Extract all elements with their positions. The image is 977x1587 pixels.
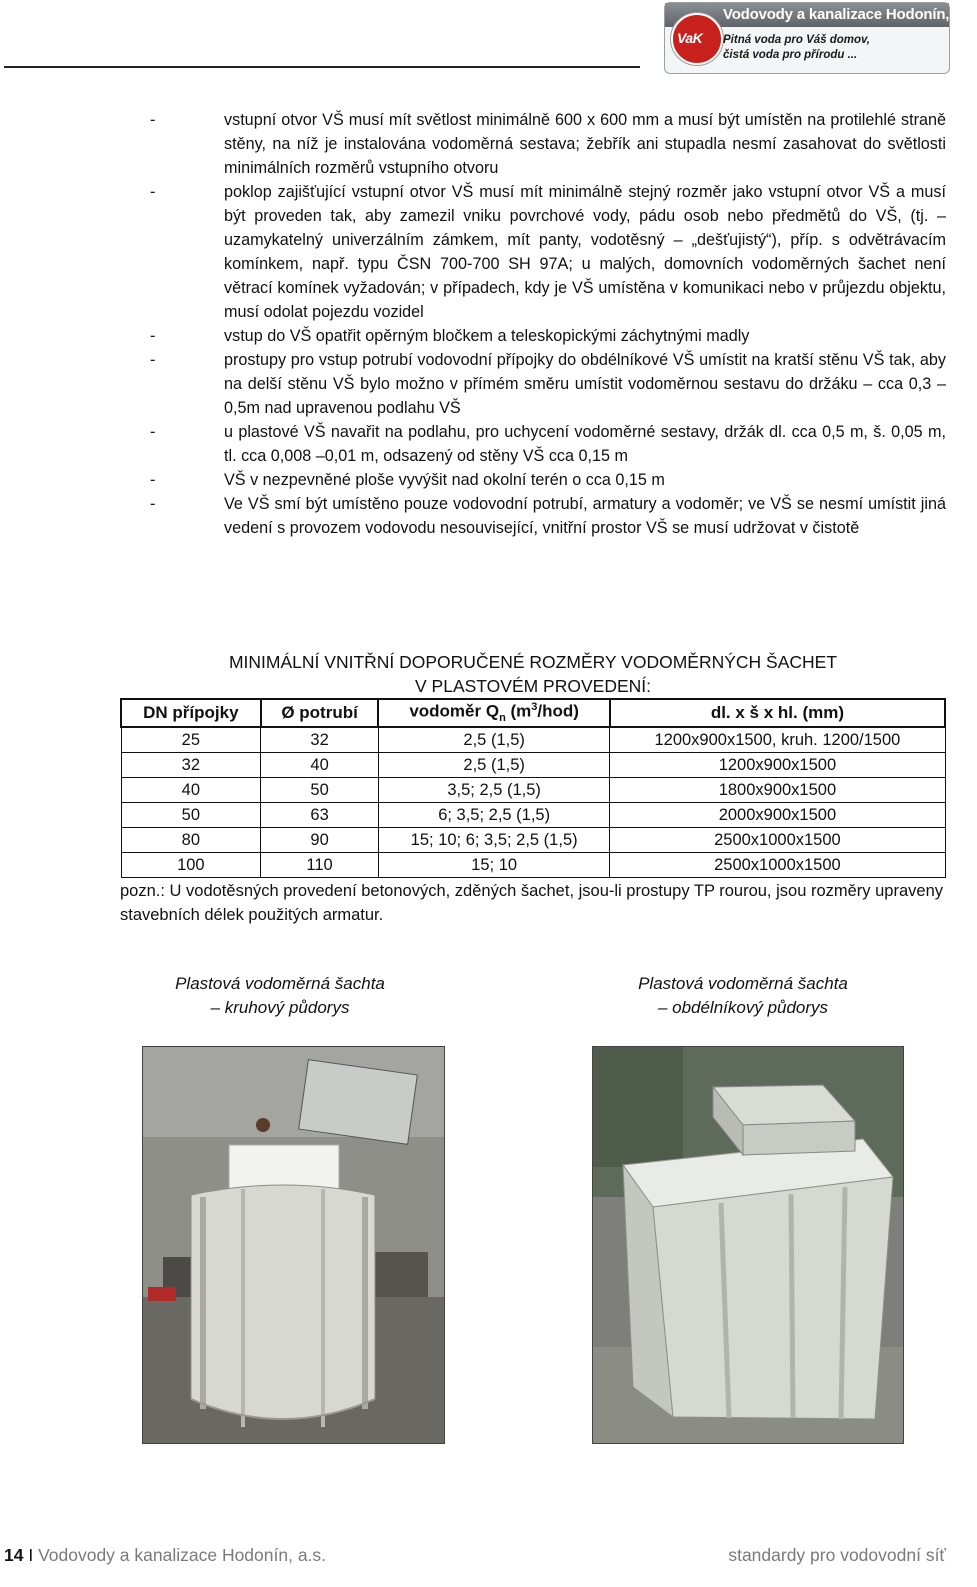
table-row bbox=[121, 803, 945, 828]
logo-mark: VaK bbox=[677, 30, 703, 46]
header-meter-sub: n bbox=[499, 712, 506, 725]
cell-meter: 3,5; 2,5 (1,5) bbox=[378, 778, 609, 803]
cell-dn: 100 bbox=[121, 853, 261, 878]
slogan-line-2: čistá voda pro přírodu ... bbox=[723, 49, 858, 61]
header-rule bbox=[4, 66, 640, 68]
cell-dimensions: 1200x900x1500 bbox=[610, 753, 945, 778]
section-title bbox=[120, 650, 946, 698]
header-meter bbox=[378, 699, 609, 727]
cell-meter: 2,5 (1,5) bbox=[378, 727, 609, 753]
caption-rect-line-2: – obdélníkový půdorys bbox=[657, 998, 829, 1017]
table-header-row bbox=[121, 699, 945, 727]
company-logo bbox=[664, 2, 977, 74]
requirement-item bbox=[150, 348, 946, 420]
caption-round-shaft bbox=[130, 972, 430, 1020]
cell-dimensions: 2500x1000x1500 bbox=[610, 853, 945, 878]
bullet-dash: - bbox=[150, 423, 156, 441]
rect-shaft-illustration bbox=[593, 1047, 903, 1443]
bullet-dash: - bbox=[150, 351, 156, 369]
table-row bbox=[121, 753, 945, 778]
page-number: 14 bbox=[4, 1545, 24, 1565]
caption-rect-line-1: Plastová vodoměrná šachta bbox=[638, 974, 848, 993]
cell-dn: 50 bbox=[121, 803, 261, 828]
table-row bbox=[121, 828, 945, 853]
logo-emblem-icon bbox=[671, 13, 723, 65]
cell-dn: 80 bbox=[121, 828, 261, 853]
cell-pipe: 90 bbox=[261, 828, 379, 853]
cell-pipe: 40 bbox=[261, 753, 379, 778]
bullet-dash: - bbox=[150, 183, 156, 201]
header-dn: DN přípojky bbox=[121, 699, 261, 727]
requirement-text: vstup do VŠ opatřit opěrným bločkem a teleskopickými záchytnými madly bbox=[224, 327, 750, 345]
requirement-item bbox=[150, 108, 946, 180]
table-note: pozn.: U vodotěsných provedení betonových, zděných šachet, jsou-li prostupy TP rourou, jsou rozměry upraveny stavebních délek použitých armatur. bbox=[120, 882, 944, 924]
requirement-text: Ve VŠ smí být umístěno pouze vodovodní potrubí, armatury a vodoměr; ve VŠ se nesmí umístit jiná vedení s provozem vodovodu nesouvisející, vnitřní prostor VŠ se musí udržovat v čistotě bbox=[224, 495, 946, 537]
header-meter-sup: 3 bbox=[531, 701, 538, 714]
requirements-list bbox=[150, 108, 946, 540]
cell-pipe: 110 bbox=[261, 853, 379, 878]
section-title-line-2: V PLASTOVÉM PROVEDENÍ: bbox=[415, 676, 651, 696]
table-row bbox=[121, 727, 945, 753]
requirement-text: vstupní otvor VŠ musí mít světlost minimálně 600 x 600 mm a musí být umístěn na protilehlé straně stěny, na níž je instalována vodoměrná sestava; žebřík ani stupadla nesmí zasahovat do světlosti minimálních rozměrů vstupního otvoru bbox=[224, 111, 946, 177]
bullet-dash: - bbox=[150, 111, 156, 129]
bullet-dash: - bbox=[150, 495, 156, 513]
cell-meter: 15; 10 bbox=[378, 853, 609, 878]
cell-dimensions: 2000x900x1500 bbox=[610, 803, 945, 828]
section-title-line-1: MINIMÁLNÍ VNITŘNÍ DOPORUČENÉ ROZMĚRY VODOMĚRNÝCH ŠACHET bbox=[228, 652, 838, 672]
photo-rectangular-shaft bbox=[592, 1046, 904, 1444]
company-name: Vodovody a kanalizace Hodonín, a.s. bbox=[723, 6, 977, 23]
slogan-line-1: Pitná voda pro Váš domov, bbox=[723, 34, 870, 46]
cell-dn: 25 bbox=[121, 727, 261, 753]
photo-round-shaft bbox=[142, 1046, 445, 1444]
cell-dimensions: 1800x900x1500 bbox=[610, 778, 945, 803]
bullet-dash: - bbox=[150, 471, 156, 489]
cell-meter: 15; 10; 6; 3,5; 2,5 (1,5) bbox=[378, 828, 609, 853]
header-pipe-diameter: Ø potrubí bbox=[261, 699, 379, 727]
cell-meter: 6; 3,5; 2,5 (1,5) bbox=[378, 803, 609, 828]
requirement-text: poklop zajišťující vstupní otvor VŠ musí mít minimálně stejný rozměr jako vstupní otvor VŠ a musí být proveden tak, aby zamezil vniku povrchové vody, pádu osob nebo předmětů do VŠ, (tj. – uzamykatelný univerzálním zámkem, mít panty, vodotěsný – „dešťujistý“), příp. s odvětrávacím komínkem, např. typu ČSN 700-700 SH 97A; u malých, domovních vodoměrných šachet není větrací komínek vyžadován; v případech, kdy je VŠ umístěna v komunikaci nebo v průjezdu objektu, musí odolat pojezdu vozidel bbox=[224, 183, 946, 321]
cell-dn: 40 bbox=[121, 778, 261, 803]
requirement-item bbox=[150, 420, 946, 468]
requirement-item bbox=[150, 492, 946, 540]
requirement-item bbox=[150, 324, 946, 348]
requirement-text: u plastové VŠ navařit na podlahu, pro uchycení vodoměrné sestavy, držák dl. cca 0,5 m, š. 0,05 m, tl. cca 0,008 –0,01 m, odsazený od stěny VŠ cca 0,15 m bbox=[224, 423, 946, 465]
table-row bbox=[121, 778, 945, 803]
cell-dimensions: 2500x1000x1500 bbox=[610, 828, 945, 853]
company-slogan bbox=[723, 33, 943, 63]
dimensions-table bbox=[120, 698, 946, 878]
header-meter-unit: (m bbox=[505, 702, 532, 722]
cell-dn: 32 bbox=[121, 753, 261, 778]
cell-meter: 2,5 (1,5) bbox=[378, 753, 609, 778]
cell-dimensions: 1200x900x1500, kruh. 1200/1500 bbox=[610, 727, 945, 753]
header-dimensions: dl. x š x hl. (mm) bbox=[610, 699, 945, 727]
cell-pipe: 32 bbox=[261, 727, 379, 753]
cell-pipe: 50 bbox=[261, 778, 379, 803]
footer-document-title: standardy pro vodovodní síť bbox=[728, 1545, 946, 1565]
footer-company: Vodovody a kanalizace Hodonín, a.s. bbox=[38, 1545, 327, 1565]
bullet-dash: - bbox=[150, 327, 156, 345]
header-meter-unit-end: /hod) bbox=[537, 702, 579, 722]
cell-pipe: 63 bbox=[261, 803, 379, 828]
footer-separator: I bbox=[23, 1545, 39, 1565]
round-shaft-illustration bbox=[143, 1047, 444, 1443]
requirement-text: VŠ v nezpevněné ploše vyvýšit nad okolní terén o cca 0,15 m bbox=[224, 471, 665, 489]
requirement-item bbox=[150, 468, 946, 492]
requirement-text: prostupy pro vstup potrubí vodovodní přípojky do obdélníkové VŠ umístit na kratší stěnu VŠ tak, aby na delší stěnu VŠ bylo možno v přímém směru umístit vodoměrnou sestavu do držáku – cca 0,3 – 0,5m nad upravenou podlahu VŠ bbox=[224, 351, 946, 417]
caption-round-line-1: Plastová vodoměrná šachta bbox=[175, 974, 385, 993]
table-row bbox=[121, 853, 945, 878]
caption-rect-shaft bbox=[590, 972, 896, 1020]
header-meter-text: vodoměr Q bbox=[409, 702, 500, 722]
requirement-item bbox=[150, 180, 946, 324]
caption-round-line-2: – kruhový půdorys bbox=[210, 998, 350, 1017]
